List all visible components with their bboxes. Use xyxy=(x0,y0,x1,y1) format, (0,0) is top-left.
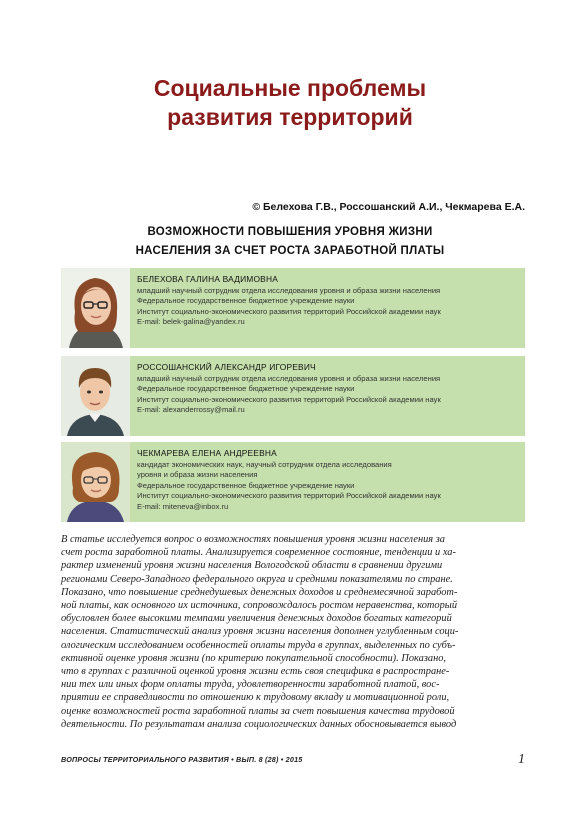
author-photo xyxy=(61,442,130,522)
abstract-line: ективной оценке уровня жизни (по критерию покупательной способности). Показано, xyxy=(61,652,447,664)
author-info xyxy=(137,362,519,416)
article-title-line-1: ВОЗМОЖНОСТИ ПОВЫШЕНИЯ УРОВНЯ ЖИЗНИ xyxy=(147,226,433,238)
author-email: E-mail: miteneva@inbox.ru xyxy=(137,501,229,511)
author-name: БЕЛЕХОВА ГАЛИНА ВАДИМОВНА xyxy=(137,274,279,284)
abstract-line: населения. Статистический анализ уровня жизни населения дополнен углубленным соци- xyxy=(61,626,459,638)
abstract-line: ной платы, как основного их источника, сопровождалось ростом неравенства, который xyxy=(61,600,458,612)
author-card xyxy=(61,268,525,348)
article-title xyxy=(0,223,580,261)
author-position-cont: уровня и образа жизни населения xyxy=(137,470,258,480)
author-info xyxy=(137,448,519,513)
page-number: 1 xyxy=(518,752,525,767)
section-title xyxy=(0,74,580,132)
author-organization: Федеральное государственное бюджетное учреждение науки xyxy=(137,480,355,490)
author-card xyxy=(61,442,525,522)
abstract-line: счет роста заработной платы. Анализируется современное состояние, тенденции и ха- xyxy=(61,547,456,559)
abstract-line: деятельности. По результатам анализа социологических данных обосновывается вывод xyxy=(61,718,457,730)
author-position: кандидат экономических наук, научный сотрудник отдела исследования xyxy=(137,459,392,469)
author-institute: Институт социально-экономического развития территорий Российской академии наук xyxy=(137,306,441,316)
abstract-line: приятии ее справедливости по отношению к трудовому вкладу и мотивационной роли, xyxy=(61,692,450,704)
section-title-line-1: Социальные проблемы xyxy=(153,75,427,101)
author-email: E-mail: alexanderrossy@mail.ru xyxy=(137,405,245,415)
abstract-line: оценке возможностей роста заработной платы за счет повышения качества трудовой xyxy=(61,705,455,717)
abstract xyxy=(61,533,527,731)
journal-footer: ВОПРОСЫ ТЕРРИТОРИАЛЬНОГО РАЗВИТИЯ • ВЫП. 8 (28) • 2015 xyxy=(61,755,303,764)
author-name: ЧЕКМАРЕВА ЕЛЕНА АНДРЕЕВНА xyxy=(137,448,277,458)
author-card xyxy=(61,356,525,436)
author-institute: Институт социально-экономического развития территорий Российской академии наук xyxy=(137,491,441,501)
author-name: РОССОШАНСКИЙ АЛЕКСАНДР ИГОРЕВИЧ xyxy=(137,362,316,372)
abstract-line: ологическим исследованием особенностей оплаты труда в группах, выделенных по субъ- xyxy=(61,639,456,651)
article-title-line-2: НАСЕЛЕНИЯ ЗА СЧЕТ РОСТА ЗАРАБОТНОЙ ПЛАТЫ xyxy=(135,245,445,257)
abstract-line: регионами Северо-Западного федерального округа и средними показателями по стране. xyxy=(61,573,453,585)
author-photo xyxy=(61,268,130,348)
author-info xyxy=(137,274,519,328)
author-institute: Институт социально-экономического развития территорий Российской академии наук xyxy=(137,394,441,404)
author-photo xyxy=(61,356,130,436)
author-organization: Федеральное государственное бюджетное учреждение науки xyxy=(137,296,355,306)
abstract-line: обусловлен более высокими темпами увеличения денежных доходов богатых категорий xyxy=(61,613,452,625)
author-organization: Федеральное государственное бюджетное учреждение науки xyxy=(137,384,355,394)
author-position: младший научный сотрудник отдела исследования уровня и образа жизни населения xyxy=(137,373,441,383)
abstract-line: Показано, что повышение среднедушевых денежных доходов и среднемесячной заработ- xyxy=(61,586,458,598)
authors-copyright-line: © Белехова Г.В., Россошанский А.И., Чекмарева Е.А. xyxy=(252,201,525,213)
abstract-line: нии тех или иных форм оплаты труда, удовлетворенности заработной платой, вос- xyxy=(61,679,440,691)
section-title-line-2: развития территорий xyxy=(167,104,413,130)
abstract-line: рактер изменений уровня жизни населения Вологодской области в сравнении другими xyxy=(61,560,443,572)
abstract-line: что в группах с различной оценкой уровня жизни есть своя специфика в распростране- xyxy=(61,666,450,678)
abstract-line: В статье исследуется вопрос о возможностях повышения уровня жизни населения за xyxy=(61,534,445,545)
author-email: E-mail: belek-galina@yandex.ru xyxy=(137,317,245,327)
author-position: младший научный сотрудник отдела исследования уровня и образа жизни населения xyxy=(137,285,441,295)
